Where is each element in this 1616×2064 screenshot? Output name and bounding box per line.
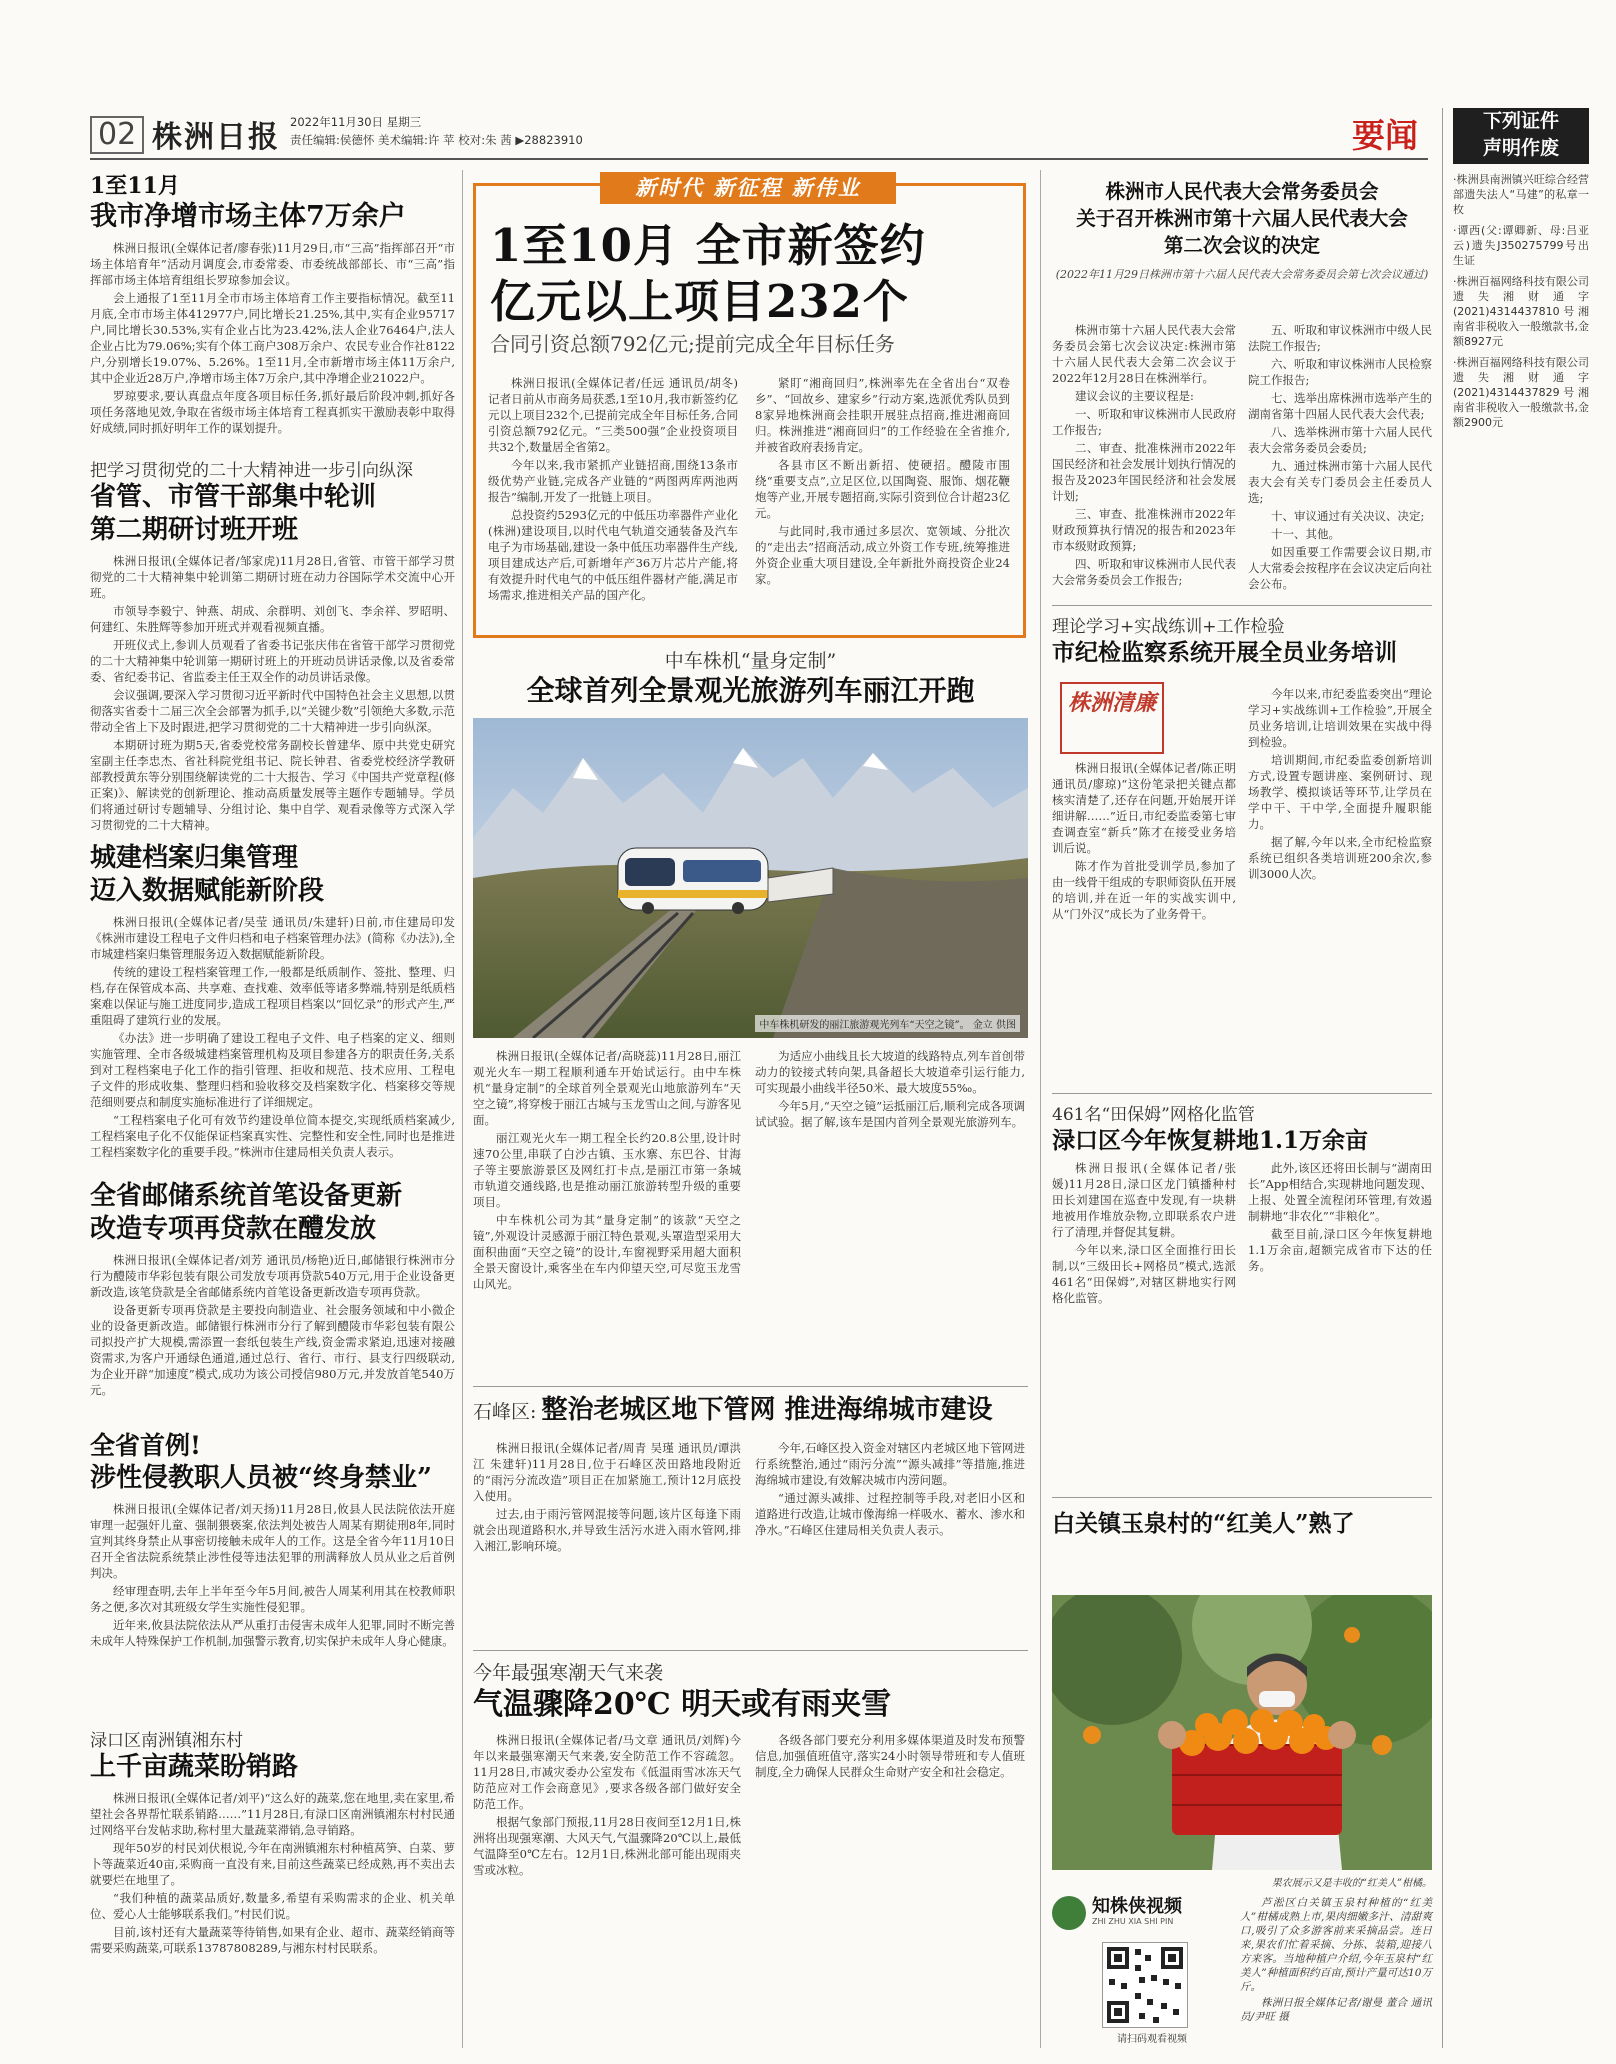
- paragraph: 株洲日报讯(全媒体记者/周青 吴瑾 通讯员/谭洪江 朱建轩)11月28日,位于石峰区茨田路地段附近的“雨污分流改造”项目正在加紧施工,预计12月底投入使用。: [473, 1441, 741, 1503]
- paragraph: 陈才作为首批受训学员,参加了由一线骨干组成的专职师资队伍开展的培训,并在近一年的实战实训中,从“门外汉”成长为了业务骨干。: [1052, 859, 1236, 921]
- paragraph: “我们种植的蔬菜品质好,数量多,希望有采购需求的企业、机关单位、爱心人士能够联系我们。”村民们说。: [90, 1891, 455, 1921]
- paragraph: 紧盯“湘商回归”,株洲率先在全省出台“双卷乡”、“回故乡、建家乡”行动方案,选派优秀队员到8家异地株洲商会挂职开展驻点招商,推进湘商回归。株洲推进“湘商回归”的工作经验在全省推介,并被省政府表扬肯定。: [755, 376, 1010, 454]
- article-headline: 市纪检监察系统开展全员业务培训: [1052, 639, 1397, 666]
- weather-column-1: [473, 1732, 741, 1880]
- video-qr-code[interactable]: [1102, 1942, 1188, 2028]
- paragraph: 株洲日报讯(全媒体记者/张媛)11月28日,渌口区龙门镇播种村田长刘建国在巡查中发现,有一块耕地被用作堆放杂物,立即联系农户进行了清理,并督促其复耕。: [1052, 1161, 1236, 1239]
- article-headline: 气温骤降20℃ 明天或有雨夹雪: [473, 1687, 892, 1722]
- weather-article: [473, 1658, 1028, 1725]
- notice-item: 四、听取和审议株洲市人民代表大会常务委员会工作报告;: [1052, 557, 1236, 587]
- article-headline-1: 城建档案归集管理: [90, 843, 299, 873]
- photo-credit: 株洲日报全媒体记者/谢曼 董合 通讯员/尹旺 摄: [1240, 1997, 1432, 2023]
- article-kicker: 461名“田保姆”网格化监管: [1052, 1105, 1255, 1125]
- issue-date: 2022年11月30日 星期三: [290, 115, 422, 129]
- notice-item: 八、选举株洲市第十六届人民代表大会常务委员会委员;: [1248, 425, 1432, 455]
- discipline-article: [1052, 612, 1432, 669]
- correction-item: ·谭西(父:谭卿新、母:吕亚云)遗失J350275799号出生证: [1453, 224, 1589, 267]
- paragraph: 株洲日报讯(全媒体记者/邹家虎)11月28日,省管、市管干部学习贯彻党的二十大精神集中轮训第二期研讨班在动力谷国际学术交流中心开班。: [90, 554, 455, 600]
- discipline-column-2: [1248, 686, 1432, 884]
- lead-subhead: 合同引资总额792亿元;提前完成全年目标任务: [490, 332, 895, 356]
- orange-photo: [1052, 1595, 1432, 1870]
- article-lifetime-ban: [90, 1430, 455, 1651]
- correction-notices: [1453, 172, 1589, 430]
- paragraph: 罗琼要求,要认真盘点年度各项目标任务,抓好最后阶段冲刺,抓好各项任务落地见效,争取在省级市场主体培育工程真抓实干激励表彰中取得好成绩,同时抓好明年工作的谋划提升。: [90, 389, 455, 435]
- lead-column-2: [755, 375, 1010, 589]
- paragraph: 开班仪式上,参训人员观看了省委书记张庆伟在省管干部学习贯彻党的二十大精神集中轮训第一期研讨班上的开班动员讲话录像,以及省委常委、省纪委书记、省监委主任王双全作的动员讲话录像。: [90, 638, 455, 684]
- notice-item: 六、听取和审议株洲市人民检察院工作报告;: [1248, 357, 1432, 387]
- notice-item: 三、审查、批准株洲市2022年财政预算执行情况的报告和2023年市本级财政预算;: [1052, 507, 1236, 553]
- paragraph: 经审理查明,去年上半年至今年5月间,被告人周某利用其在校教师职务之便,多次对其班级女学生实施性侵犯罪。: [90, 1584, 455, 1614]
- article-headline: 我市净增市场主体7万余户: [90, 201, 406, 232]
- notice-title-1: 株洲市人民代表大会常务委员会: [1105, 180, 1379, 203]
- lead-article: [490, 218, 1010, 358]
- article-headline-1: 省管、市管干部集中轮训: [90, 482, 377, 512]
- paragraph: “工程档案电子化可有效节约建设单位简本提交,实现纸质档案减少,工程档案电子化不仅能保证档案真实性、完整性和安全性,同时也是推进工程档案数字化的重要手段。”株洲市住建局相关负责人表示。: [90, 1113, 455, 1159]
- correction-item: ·株洲百福网络科技有限公司遗失湘财通字(2021)4314437829号湘南省非税收入一般缴款书,金额2900元: [1453, 356, 1589, 429]
- paragraph: 会上通报了1至11月全市市场主体培育工作主要指标情况。截至11月底,全市市场主体412977户,同比增长21.25%,其中,实有企业95717户,同比增长30.53%,实有企业占比为23.42%,法人企业76464户,法人企业占比为79.06%;实有个体工商户308万余户、农民专业合作社8122户,分别增长19.07%、5.26%。1至11月,全市新增市场主体11万余户,其中企业近28万户,净增市场主体7万余户,其中净增企业21022户。: [90, 291, 455, 385]
- notice-subtitle: (2022年11月29日株洲市第十六届人民代表大会常务委员会第七次会议通过): [1055, 268, 1429, 281]
- newspaper-logo: 株洲日报: [152, 120, 280, 155]
- paragraph: 株洲日报讯(全媒体记者/吴莹 通讯员/朱建轩)日前,市住建局印发《株洲市建设工程电子文件归档和电子档案管理办法》(简称《办法》),全市城建档案归集管理服务迈入数据赋能新阶段。: [90, 915, 455, 961]
- paragraph: 近年来,攸县法院依法从严从重打击侵害未成年人犯罪,同时不断完善未成年人特殊保护工作机制,加强警示教育,切实保护未成年人身心健康。: [90, 1618, 455, 1648]
- article-headline-2: 迈入数据赋能新阶段: [90, 876, 325, 906]
- correction-notice-header: [1453, 108, 1589, 164]
- paragraph: “通过源头减排、过程控制等手段,对老旧小区和道路进行改造,让城市像海绵一样吸水、蓄水、渗水和净水。”石峰区住建局相关负责人表示。: [755, 1491, 1025, 1537]
- farmland-column-2: [1248, 1160, 1432, 1276]
- paragraph: 根据气象部门预报,11月28日夜间至12月1日,株洲将出现强寒潮、大风天气,气温骤降20℃以上,最低气温降至0℃左右。12月1日,株洲北部可能出现雨夹雪或冰粒。: [473, 1815, 741, 1877]
- lead-column-1: [488, 375, 738, 605]
- article-kicker: 中车株机“量身定制”: [664, 650, 837, 672]
- article-headline: 渌口区今年恢复耕地1.1万余亩: [1052, 1127, 1369, 1154]
- paragraph: 如因重要工作需要会议日期,市人大常委会按程序在会议决定后向社会公布。: [1248, 545, 1432, 591]
- correction-title-1: 下列证件: [1482, 110, 1559, 132]
- correction-title-2: 声明作废: [1482, 137, 1559, 159]
- farmland-article: [1052, 1100, 1432, 1157]
- paragraph: 各级各部门要充分利用多媒体渠道及时发布预警信息,加强值班值守,落实24小时领导带班和专人值班制度,全力确保人民群众生命财产安全和社会稳定。: [755, 1733, 1025, 1779]
- shifeng-article: [473, 1392, 1028, 1428]
- paragraph: 各县市区不断出新招、使硬招。醴陵市围绕“重要支点”,立足区位,以国陶瓷、服饰、烟花鞭炮等产业,开展专题招商,实际引资到位合计超23亿元。: [755, 458, 1010, 520]
- article-headline: 整治老城区地下管网 推进海绵城市建设: [541, 1395, 993, 1425]
- discipline-column-1: [1052, 760, 1236, 924]
- paragraph: 截至目前,渌口区今年恢复耕地1.1万余亩,超额完成省市下达的任务。: [1248, 1227, 1432, 1273]
- paragraph: 今年以来,我市紧抓产业链招商,围绕13条市级优势产业链,完成各产业链的“两图两库两池两报告”编制,开发了一批链上项目。: [488, 458, 738, 504]
- clean-zhuzhou-stamp: [1060, 682, 1164, 754]
- train-column-1: [473, 1048, 741, 1294]
- paragraph: 为适应小曲线且长大坡道的线路特点,列车首创带动力的铰接式转向架,具备超长大坡道牵引运行能力,可实现最小曲线半径50米、最大坡度55‰。: [755, 1049, 1025, 1095]
- paragraph: 目前,该村还有大量蔬菜等待销售,如果有企业、超市、蔬菜经销商等需要采购蔬菜,可联系13787808289,与湘东村村民联系。: [90, 1925, 455, 1955]
- shifeng-column-1: [473, 1440, 741, 1556]
- paragraph: 与此同时,我市通过多层次、宽领域、分批次的“走出去”招商活动,成立外资工作专班,统筹推进外资企业重大项目建设,全年新批外商投资企业24家。: [755, 524, 1010, 586]
- article-kicker: 1至11月: [90, 173, 180, 199]
- article-kicker: 石峰区:: [473, 1401, 537, 1423]
- notice-item: 二、审查、批准株洲市2022年国民经济和社会发展计划执行情况的报告及2023年国民经济和社会发展计划;: [1052, 441, 1236, 503]
- paragraph: 现年50岁的村民刘伏根说,今年在南洲镇湘东村种植莴笋、白菜、萝卜等蔬菜近40亩,采购商一直没有来,目前这些蔬菜已经成熟,再不卖出去就要烂在地里了。: [90, 1841, 455, 1887]
- video-brand-pinyin: ZHI ZHU XIA SHI PIN: [1092, 1917, 1174, 1926]
- article-kicker: 渌口区南洲镇湘东村: [90, 1731, 243, 1751]
- lead-headline-1: 1至10月 全市新签约: [490, 219, 926, 272]
- notice-item: 九、通过株洲市第十六届人民代表大会有关专门委员会主任委员人选;: [1248, 459, 1432, 505]
- paragraph: 株洲日报讯(全媒体记者/刘芳 通讯员/杨艳)近日,邮储银行株洲市分行为醴陵市华彩包装有限公司发放专项再贷款540万元,用于企业设备更新改造,该笔贷款是全省邮储系统内首笔设备更新改造专项再贷款。: [90, 1253, 455, 1299]
- article-headline: 涉性侵教职人员被“终身禁业”: [90, 1463, 432, 1493]
- paragraph: 中车株机公司为其“量身定制”的该款“天空之镜”,外观设计灵感源于丽江特色景观,头罩造型采用大面积曲面“天空之镜”的设计,车窗视野采用超大面积全景天窗设计,乘客坐在车内仰望天空,可尽览玉龙雪山风光。: [473, 1213, 741, 1291]
- notice-title-2: 关于召开株洲市第十六届人民代表大会: [1076, 207, 1408, 230]
- article-kicker: 今年最强寒潮天气来袭: [473, 1662, 664, 1684]
- paragraph: 今年,石峰区投入资金对辖区内老城区地下管网进行系统整治,通过“雨污分流”“源头减排”等措施,推进海绵城市建设,有效解决城市内涝问题。: [755, 1441, 1025, 1487]
- editors-line: 责任编辑:侯德怀 美术编辑:许 苹 校对:朱 茜 ▶28823910: [290, 133, 583, 147]
- paragraph: 今年5月,“天空之镜”运抵丽江后,顺利完成各项调试试验。据了解,该车是国内首列全景观光旅游列车。: [755, 1099, 1025, 1129]
- paragraph: 此外,该区还将田长制与“湖南田长”App相结合,实现耕地问题发现、上报、处置全流程闭环管理,有效遏制耕地“非农化”“非粮化”。: [1248, 1161, 1432, 1223]
- notice-item: 七、选举出席株洲市选举产生的湖南省第十四届人民代表大会代表;: [1248, 391, 1432, 421]
- video-brand: [1052, 1896, 1232, 1930]
- paragraph: 设备更新专项再贷款是主要投向制造业、社会服务领域和中小微企业的设备更新改造。邮储银行株洲市分行了解到醴陵市华彩包装有限公司拟投产扩大规模,需添置一套纸包装生产线,资金需求紧迫,迅速对接融资需求,为客户开通绿色通道,通过总行、省行、市行、县支行四级联动,为企业开辟“加速度”模式,成功为该公司授信980万元,并发放首笔540万元。: [90, 1303, 455, 1397]
- train-photo: [473, 718, 1028, 1038]
- paragraph: 《办法》进一步明确了建设工程电子文件、电子档案的定义、细则实施管理、全市各级城建档案管理机构及项目参建各方的职责任务,关系到对工程档案电子化工作的指引管理、拒收和规范、技术应用、工程电子文件的形成收集、整理归档和验收移交及档案数字化、档案移交等规范细则要点和制度实施标准进行了详细规定。: [90, 1031, 455, 1109]
- correction-item: ·株洲百福网络科技有限公司遗失湘财通字(2021)4314437810号湘南省非税收入一般缴款书,金额8927元: [1453, 275, 1589, 348]
- article-postal-loan: [90, 1180, 455, 1400]
- article-market-entities: [90, 172, 455, 438]
- lead-headline-2: 亿元以上项目232个: [490, 275, 909, 328]
- paragraph: 会议强调,要深入学习贯彻习近平新时代中国特色社会主义思想,以贯彻落实省委十二届三次全会部署为抓手,以“关键少数”引领绝大多数,示范带动全省上下及时跟进,把学习贯彻党的二十大精神进一步引向纵深。: [90, 688, 455, 734]
- article-urban-archives: [90, 842, 455, 1162]
- paragraph: 株洲日报讯(全媒体记者/刘天扬)11月28日,攸县人民法院依法开庭审理一起强奸儿童、强制猥亵案,依法判处被告人周某有期徒刑8年,同时宣判其终身禁止从事密切接触未成年人的工作。这是全省今年11月10日召开全省法院系统禁止涉性侵等违法犯罪的刑满释放人员从业之后首例判决。: [90, 1502, 455, 1580]
- notice-column-1: [1052, 322, 1236, 590]
- paragraph: 株洲市第十六届人民代表大会常务委员会第七次会议决定:株洲市第十六届人民代表大会第二次会议于2022年12月28日在株洲举行。: [1052, 323, 1236, 385]
- train-article-header: [473, 646, 1028, 709]
- paragraph: 据了解,今年以来,全市纪检监察系统已组织各类培训班200余次,参训3000人次。: [1248, 835, 1432, 881]
- paragraph: 株洲日报讯(全媒体记者/高晓蕊)11月28日,丽江观光火车一期工程顺利通车开始试运行。由中车株机“量身定制”的全球首列全景观光山地旅游列车“天空之镜”,将穿梭于丽江古城与玉龙雪山之间,与游客见面。: [473, 1049, 741, 1127]
- paragraph: 株洲日报讯(全媒体记者/刘平)“这么好的蔬菜,您在地里,卖在家里,希望社会各界帮忙联系销路……”11月28日,有渌口区南洲镇湘东村村民通过网络平台发帖求助,称村里大量蔬菜滞销,急寻销路。: [90, 1791, 455, 1837]
- paragraph: 总投资约5293亿元的中低压功率器件产业化(株洲)建设项目,以时代电气轨道交通装备及汽车电子为市场基础,建设一条中低压功率器件生产线,项目建成达产后,可新增年产36万片芯片产能,将有效提升时代电气的中低压组件器材产能,满足市场需求,推进相关产品的国产化。: [488, 508, 738, 602]
- weather-column-2: [755, 1732, 1025, 1782]
- feature-banner: 新时代 新征程 新伟业: [600, 172, 896, 204]
- photo-caption: 果农展示又是丰收的“红美人”柑橘。: [1271, 1878, 1432, 1889]
- notice-title-3: 第二次会议的决定: [1163, 234, 1320, 257]
- notice-column-2: [1248, 322, 1432, 594]
- paragraph: 芦淞区白关镇玉泉村种植的“红美人”柑橘成熟上市,果肉细嫩多汁、清甜爽口,吸引了众多游客前来采摘品尝。连日来,果农们忙着采摘、分拣、装箱,迎接八方来客。当地种植户介绍,今年玉泉村“红美人”种植面积约百亩,预计产量可达10万斤。: [1240, 1897, 1432, 1993]
- paragraph: 市领导李毅宁、钟燕、胡成、余群明、刘创飞、李余祥、罗昭明、何建红、朱胜辉等参加开班式并观看视频直播。: [90, 604, 455, 634]
- orange-photo-illustration: [1052, 1595, 1432, 1870]
- article-headline: 上千亩蔬菜盼销路: [90, 1752, 299, 1782]
- article-headline-1: 全省邮储系统首笔设备更新: [90, 1181, 403, 1211]
- paragraph: 本期研讨班为期5天,省委党校常务副校长曾建华、原中共党史研究室副主任李忠杰、省社科院党组书记、院长钟君、省委党校经济学教研部教授黄东等分别围绕解读党的二十大报告、学习《中国共产党章程(修正案)》、解读党的创新理论、推动高质量发展等主题作专题辅导。学员们将通过研讨专题辅导、分组讨论、集中自学、观看录像等方式深入学习贯彻党的二十大精神。: [90, 738, 455, 832]
- stamp-text: 株洲清廉: [1067, 690, 1156, 716]
- notice-item: 一、听取和审议株洲市人民政府工作报告;: [1052, 407, 1236, 437]
- paragraph: 传统的建设工程档案管理工作,一般都是纸质制作、签批、整理、归档,存在保管成本高、共享难、查找难、效率低等诸多弊端,特别是纸质档案难以保证与施工进度同步,造成工程项目档案以“回忆录”的形式产生,严重阻碍了建筑行业的发展。: [90, 965, 455, 1027]
- paragraph: 建议会议的主要议程是:: [1075, 389, 1194, 403]
- article-headline-2: 改造专项再贷款在醴发放: [90, 1214, 377, 1244]
- video-brand-name: 知株侠视频: [1092, 1896, 1182, 1917]
- article-kicker: 把学习贯彻党的二十大精神进一步引向纵深: [90, 461, 413, 481]
- notice-item: 十、审议通过有关决议、决定;: [1271, 509, 1425, 523]
- paragraph: 过去,由于雨污管网混接等问题,该片区每逢下雨就会出现道路积水,并导致生活污水进入雨水管网,排入湘江,影响环境。: [473, 1507, 741, 1553]
- article-kicker: 理论学习+实战练训+工作检验: [1052, 617, 1285, 637]
- photo-caption: 中车株机研发的丽江旅游观光列车“天空之镜”。 金立 供图: [755, 1015, 1020, 1032]
- page-number: 02: [90, 116, 144, 154]
- article-kicker: 全省首例!: [90, 1431, 201, 1460]
- article-cadre-training: [90, 456, 455, 835]
- orange-text: [1240, 1896, 1432, 2026]
- notice-item: 十一、其他。: [1271, 527, 1340, 541]
- shifeng-column-2: [755, 1440, 1025, 1540]
- paragraph: 今年以来,渌口区全面推行田长制,以“三级田长+网格员”模式,选派461名“田保姆”,对辖区耕地实行网格化监管。: [1052, 1243, 1236, 1305]
- notice-item: 五、听取和审议株洲市中级人民法院工作报告;: [1248, 323, 1432, 353]
- section-title: 要闻: [1352, 116, 1418, 155]
- video-brand-logo-icon: [1052, 1896, 1086, 1930]
- article-headline-2: 第二期研讨班开班: [90, 515, 299, 545]
- orange-headline: 白关镇玉泉村的“红美人”熟了: [1052, 1510, 1355, 1537]
- qr-code-icon: [1103, 1943, 1187, 2027]
- paragraph: 株洲日报讯(全媒体记者/马文章 通讯员/刘辉)今年以来最强寒潮天气来袭,安全防范工作不容疏忽。11月28日,市减灾委办公室发布《低温雨雪冰冻天气防范应对工作会商意见》,要求各级各部门做好安全防范工作。: [473, 1733, 741, 1811]
- paragraph: 株洲日报讯(全媒体记者/任远 通讯员/胡冬)记者日前从市商务局获悉,1至10月,我市新签约亿元以上项目232个,已提前完成全年目标任务,合同引资总额792亿元。“三类500强”企业投资项目共32个,数量居全省第2。: [488, 376, 738, 454]
- qr-caption: 请扫码观看视频: [1117, 2034, 1187, 2045]
- train-column-2: [755, 1048, 1025, 1132]
- paragraph: 今年以来,市纪委监委突出“理论学习+实战练训+工作检验”,开展全员业务培训,让培训效果在实战中得到检验。: [1248, 687, 1432, 749]
- farmland-column-1: [1052, 1160, 1236, 1308]
- correction-item: ·株洲县南洲镇兴旺综合经营部遗失法人“马建”的私章一枚: [1453, 173, 1589, 216]
- train-photo-illustration: [473, 718, 1028, 1038]
- paragraph: 培训期间,市纪委监委创新培训方式,设置专题讲座、案例研讨、现场教学、模拟谈话等环节,让学员在学中干、干中学,全面提升履职能力。: [1248, 753, 1432, 831]
- npc-notice: [1052, 178, 1432, 282]
- paragraph: 丽江观光火车一期工程全长约20.8公里,设计时速70公里,串联了白沙古镇、玉水寨、东巴谷、甘海子等主要旅游景区及网红打卡点,是丽江市第一条城市轨道交通线路,也是推动丽江旅游转型升级的重要项目。: [473, 1131, 741, 1209]
- article-headline: 全球首列全景观光旅游列车丽江开跑: [526, 674, 975, 707]
- article-vegetables: [90, 1726, 455, 1958]
- paragraph: 株洲日报讯(全媒体记者/廖春张)11月29日,市“三高”指挥部召开“市场主体培育年”活动月调度会,市委常委、市委统战部部长、市“三高”指挥部市场主体培育组组长罗琼参加会议。: [90, 241, 455, 287]
- paragraph: 株洲日报讯(全媒体记者/陈正明 通讯员/廖琼)“这份笔录把关键点都核实清楚了,还存在问题,开始展开详细讲解……”近日,市纪委监委第七审查调查室“新兵”陈才在接受业务培训后说。: [1052, 761, 1236, 855]
